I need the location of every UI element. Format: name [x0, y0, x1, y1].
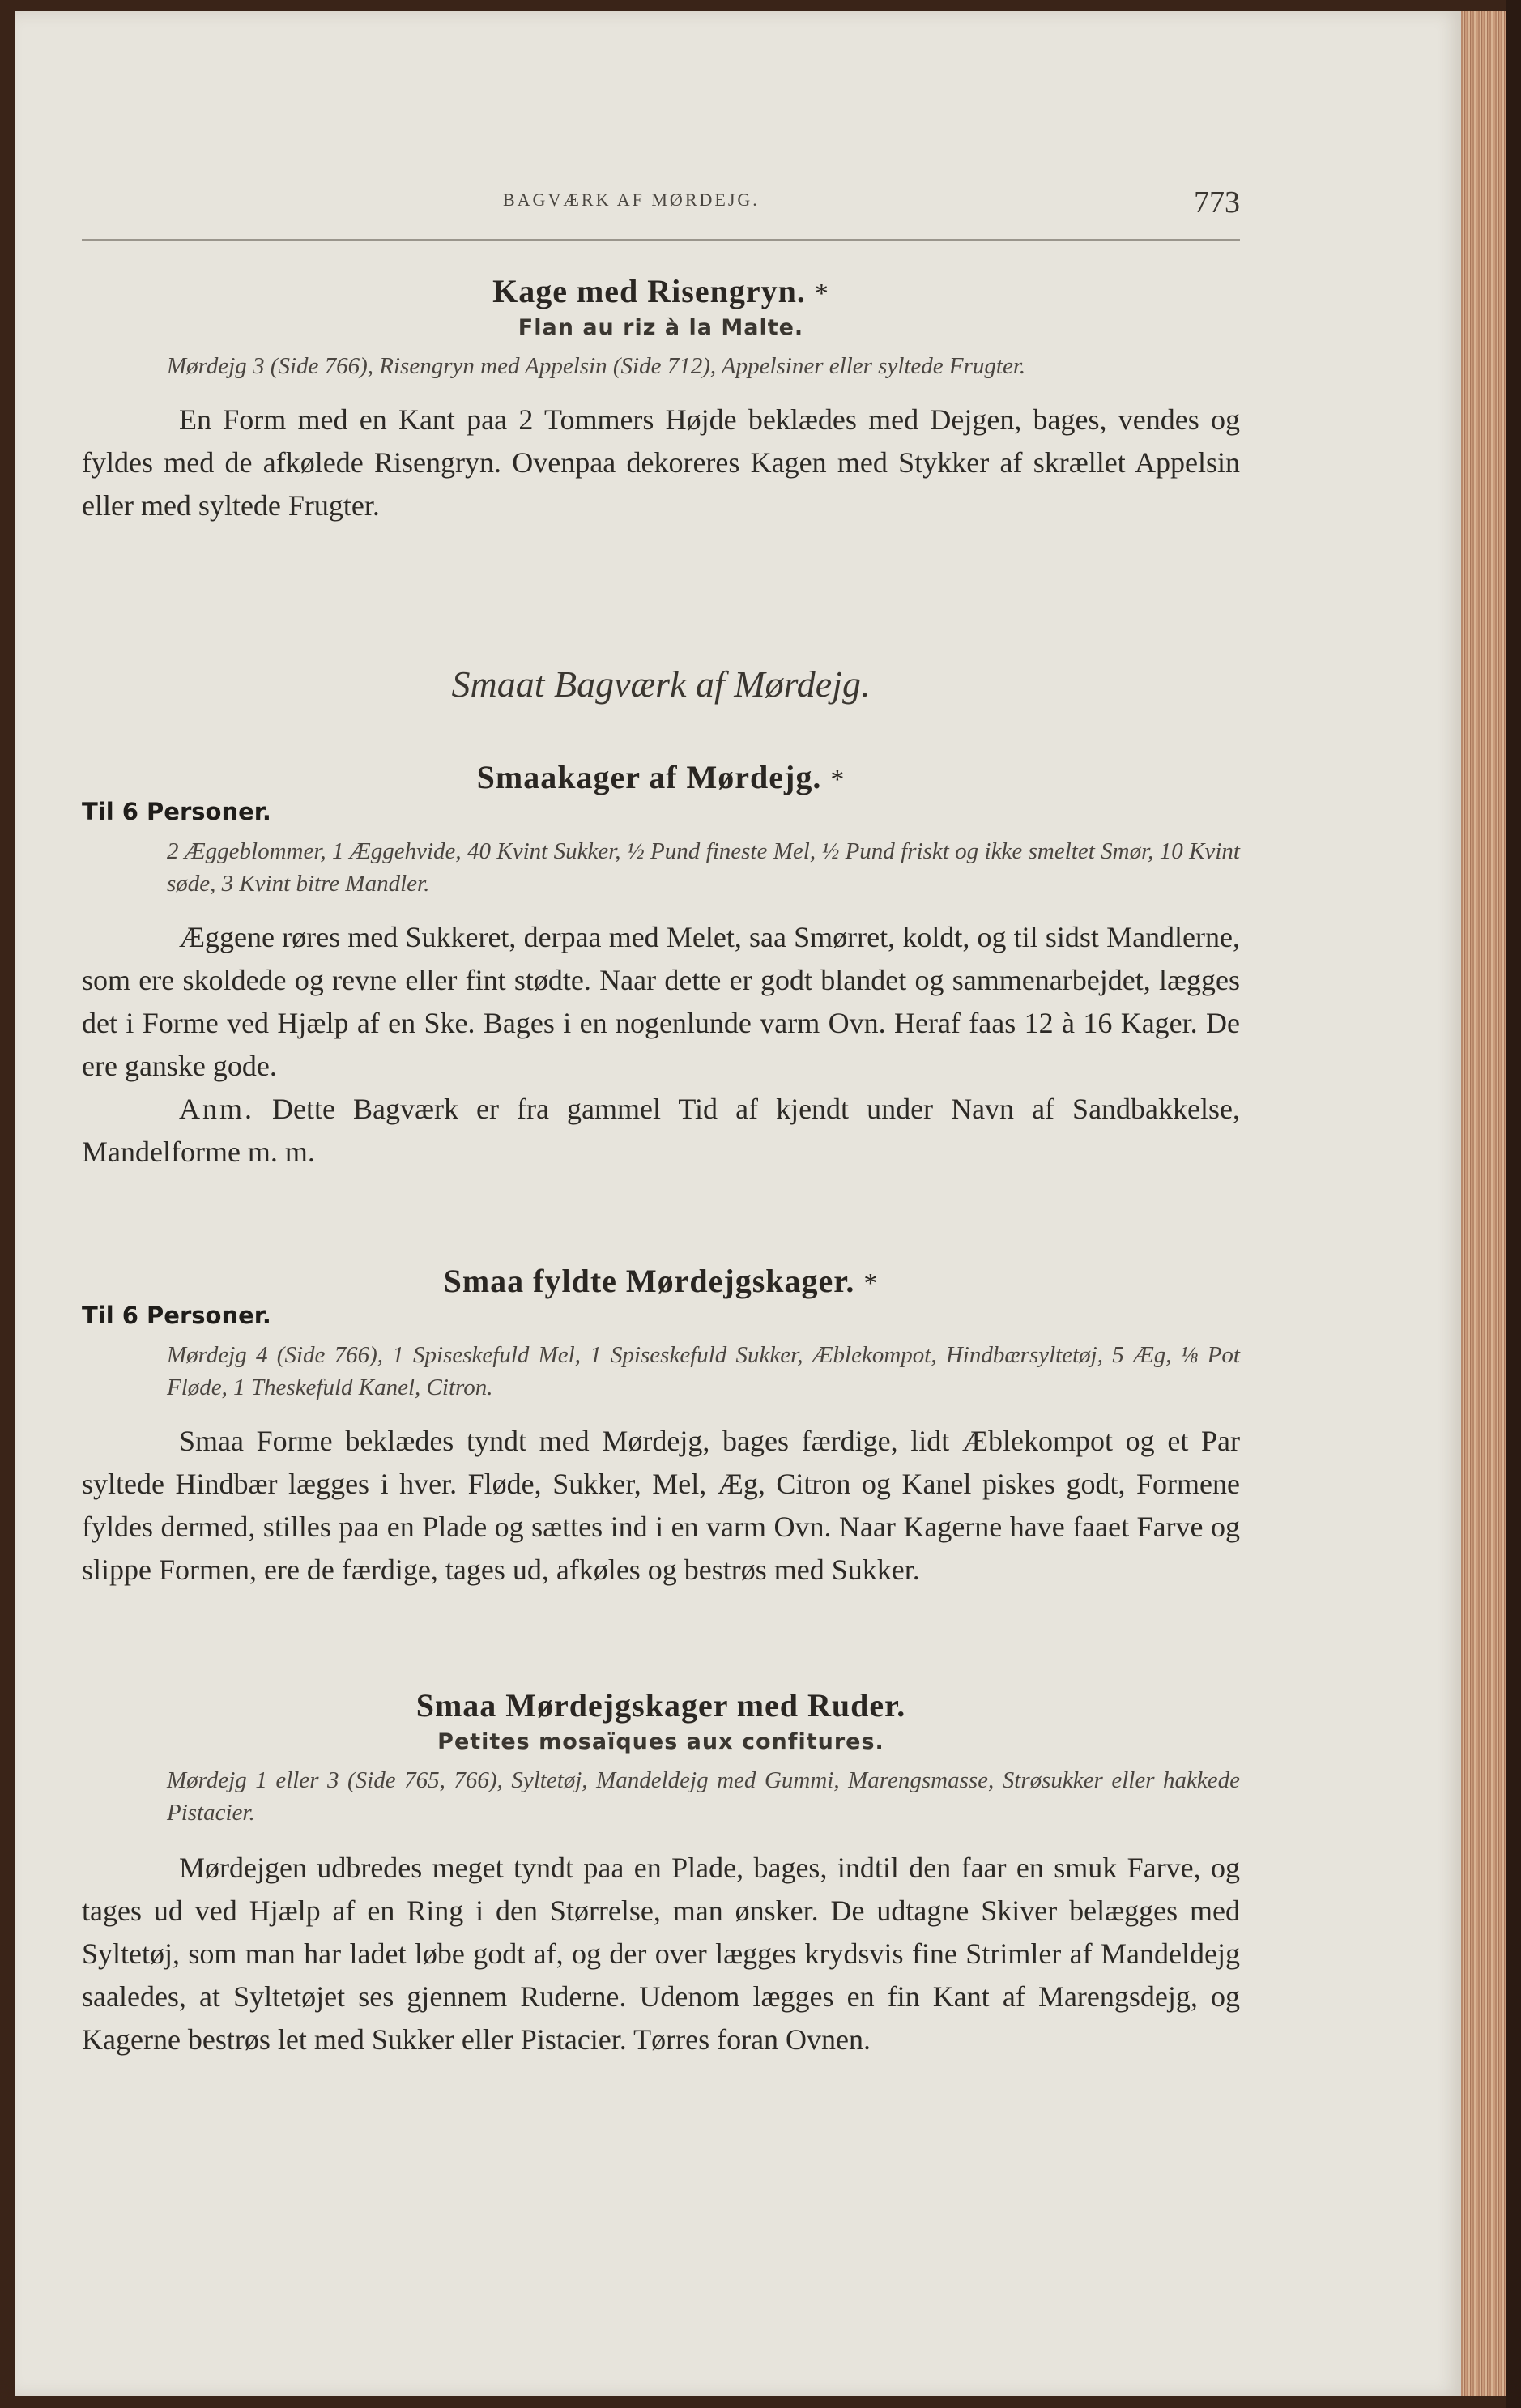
page-edges — [1461, 11, 1506, 2396]
ingredients-text: 2 Æggeblommer, 1 Æggehvide, 40 Kvint Sukker, ½ Pund fineste Mel, ½ Pund friskt og ikke smeltet Smør, 10 Kvint søde, 3 Kvint bitre Mandler. — [167, 838, 1240, 897]
running-title: BAGVÆRK AF MØRDEJG. — [503, 190, 760, 210]
recipe-body-text: En Form med en Kant paa 2 Tommers Højde beklædes med Dejgen, bages, vendes og fyldes med de afkølede Risengryn. Ovenpaa dekoreres Kagen med Stykker af skrællet Appelsin eller med syltede Frugter. — [82, 403, 1240, 522]
recipe-title-text: Smaa Mørdejgskager med Ruder. — [415, 1687, 906, 1724]
recipe-body — [82, 916, 1240, 1174]
recipe-body — [82, 1420, 1240, 1592]
ingredients — [82, 1339, 1240, 1404]
recipe-smaa-ruder — [82, 1686, 1240, 2061]
star-marker: * — [863, 1268, 879, 1298]
recipe-title — [82, 1686, 1240, 1724]
star-marker: * — [814, 279, 829, 309]
recipe-body — [82, 1847, 1240, 2061]
ingredients — [82, 1764, 1240, 1829]
section-title: Smaat Bagværk af Mørdejg. — [451, 663, 871, 705]
ingredients — [82, 350, 1240, 382]
ingredients — [82, 835, 1240, 900]
recipe-subtitle: Petites mosaïques aux confitures. — [437, 1729, 884, 1754]
servings: Til 6 Personer. — [82, 798, 271, 825]
note-label: Anm. — [179, 1093, 254, 1125]
recipe-body — [82, 398, 1240, 527]
recipe-title — [82, 272, 1240, 310]
recipe-title-text: Smaa fyldte Mørdejgskager. — [443, 1263, 855, 1299]
recipe-title-text: Kage med Risengryn. — [492, 273, 806, 309]
recipe-smaa-fyldte — [82, 1262, 1240, 1592]
recipe-body-text: Smaa Forme beklædes tyndt med Mørdejg, bages færdige, lidt Æblekompot og et Par syltede Hindbær lægges i hver. Fløde, Sukker, Mel, Æg, Citron og Kanel piskes godt, Formene fyldes dermed, stilles paa en Plade og sættes ind i en varm Ovn. Naar Kagerne have faaet Farve og slippe Formen, ere de færdige, tages ud, afkøles og bestrøs med Sukker. — [82, 1425, 1240, 1586]
page-number: 773 — [1194, 185, 1240, 219]
star-marker: * — [830, 765, 846, 795]
book-cover-edge — [1506, 0, 1521, 2408]
recipe-kage-med-risengryn — [82, 272, 1240, 527]
servings: Til 6 Personer. — [82, 1302, 271, 1329]
page-header — [82, 185, 1240, 217]
note-text: Dette Bagværk er fra gammel Tid af kjendt under Navn af Sandbakkelse, Mandelforme m. m. — [82, 1093, 1241, 1168]
recipe-note — [82, 1088, 1240, 1174]
header-rule — [82, 239, 1240, 241]
recipe-title-text: Smaakager af Mørdejg. — [476, 759, 822, 795]
ingredients-text: Mørdejg 3 (Side 766), Risengryn med Appelsin (Side 712), Appelsiner eller syltede Frugter. — [167, 353, 1026, 379]
recipe-smaakager — [82, 758, 1240, 1174]
recipe-title — [82, 1262, 1240, 1300]
section-heading — [82, 663, 1240, 705]
ingredients-text: Mørdejg 4 (Side 766), 1 Spiseskefuld Mel, 1 Spiseskefuld Sukker, Æblekompot, Hindbærsyltetøj, 5 Æg, ⅛ Pot Fløde, 1 Theskefuld Kanel, Citron. — [167, 1342, 1240, 1400]
ingredients-text: Mørdejg 1 eller 3 (Side 765, 766), Syltetøj, Mandeldejg med Gummi, Marengsmasse, Strøsukker eller hakkede Pistacier. — [167, 1767, 1240, 1826]
recipe-title — [82, 758, 1240, 796]
recipe-body-text: Mørdejgen udbredes meget tyndt paa en Plade, bages, indtil den faar en smuk Farve, og tages ud ved Hjælp af en Ring i den Størrelse, man ønsker. De udtagne Skiver belægges med Syltetøj, som man har ladet løbe godt af, og der over lægges krydsvis fine Strimler af Mandeldejg saaledes, at Syltetøjet ses gjennem Ruderne. Udenom lægges en fin Kant af Marengsdejg, og Kagerne bestrøs let med Sukker eller Pistacier. Tørres foran Ovnen. — [82, 1852, 1240, 2056]
recipe-subtitle: Flan au riz à la Malte. — [518, 315, 804, 340]
recipe-body-text: Æggene røres med Sukkeret, derpaa med Melet, saa Smørret, koldt, og til sidst Mandlerne, som ere skoldede og revne eller fint stødte. Naar dette er godt blandet og sammenarbejdet, lægges det i Forme ved Hjælp af en Ske. Bages i en nogenlunde varm Ovn. Heraf faas 12 à 16 Kager. De ere ganske gode. — [82, 921, 1240, 1082]
